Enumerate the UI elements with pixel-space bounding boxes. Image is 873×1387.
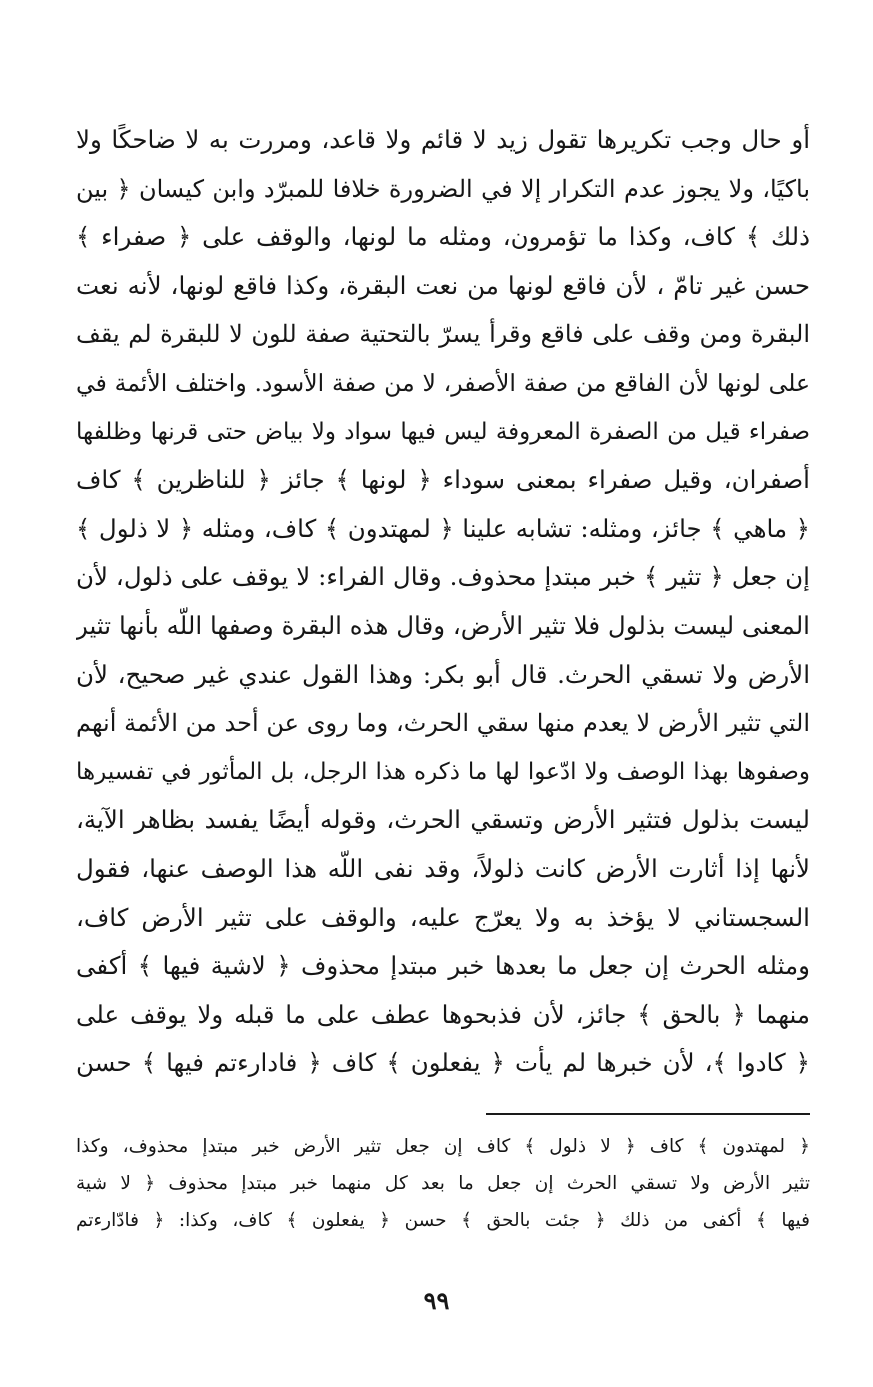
text-line: وصفوها بهذا الوصف ولا ادّعوا لها ما ذكره هذا الرجل، بل المأثور في تفسيرها [76, 758, 810, 785]
text-line: أصفران، وقيل صفراء بمعنى سوداء ﴿ لونها ﴾ جائز ﴿ للناظرين ﴾ كاف [76, 465, 810, 495]
main-text [76, 116, 810, 1088]
page-number: ٩٩ [423, 1286, 450, 1315]
text-line: المعنى ليست بذلول فلا تثير الأرض، وقال هذه البقرة وصفها اللّه بأنها تثير [76, 610, 810, 640]
text-line: الأرض ولا تسقي الحرث. قال أبو بكر: وهذا القول عندي غير صحيح، لأن [76, 659, 810, 689]
footnote-line: فيها ﴾ أكفى من ذلك ﴿ جئت بالحق ﴾ حسن ﴿ يفعلون ﴾ كاف، وكذا: ﴿ فادّارءتم [76, 1210, 810, 1231]
text-line: ﴿ كادوا ﴾، لأن خبرها لم يأت ﴿ يفعلون ﴾ كاف ﴿ فادارءتم فيها ﴾ حسن [76, 1048, 810, 1078]
text-line: ليست بذلول فتثير الأرض وتسقي الحرث، وقوله أيضًا يفسد بظاهر الآية، [76, 805, 810, 835]
text-line: ذلك ﴾ كاف، وكذا ما تؤمرون، ومثله ما لونها، والوقف على ﴿ صفراء ﴾ [76, 222, 810, 252]
text-line: البقرة ومن وقف على فاقع وقرأ يسرّ بالتحتية صفة للون لا للبقرة لم يقف [76, 320, 810, 349]
text-line: أو حال وجب تكريرها تقول زيد لا قائم ولا قاعد، ومررت به لا ضاحكًا ولا [76, 125, 810, 154]
footnotes [76, 1128, 810, 1239]
text-line: ومثله الحرث إن جعل ما بعدها خبر مبتدإ محذوف ﴿ لاشية فيها ﴾ أكفى [76, 951, 810, 981]
footnote-line: تثير الأرض ولا تسقي الحرث إن جعل ما بعد كل منهما خبر مبتدإ محذوف ﴿ لا شية [76, 1173, 810, 1194]
text-line: ﴿ ماهي ﴾ جائز، ومثله: تشابه علينا ﴿ لمهتدون ﴾ كاف، ومثله ﴿ لا ذلول ﴾ [76, 513, 810, 543]
text-line: حسن غير تامّ ، لأن فاقع لونها من نعت البقرة، وكذا فاقع لونها، لأنه نعت [76, 270, 810, 300]
text-line: منهما ﴿ بالحق ﴾ جائز، لأن فذبحوها عطف على ما قبله ولا يوقف على [76, 999, 810, 1029]
text-line: باكيًا، ولا يجوز عدم التكرار إلا في الضرورة خلافا للمبرّد وابن كيسان ﴿ بين [76, 174, 810, 203]
footnote-line: ﴿ لمهتدون ﴾ كاف ﴿ لا ذلول ﴾ كاف إن جعل تثير الأرض خبر مبتدإ محذوف، وكذا [76, 1136, 810, 1157]
text-line: التي تثير الأرض لا يعدم منها سقي الحرث، وما روى عن أحد من الأئمة أنهم [76, 709, 810, 738]
text-line: صفراء قيل من الصفرة المعروفة ليس فيها سواد ولا بياض حتى قرنها وظلفها [76, 418, 810, 445]
text-line: السجستاني لا يؤخذ به ولا يعرّج عليه، والوقف على تثير الأرض كاف، [76, 902, 810, 932]
text-line: على لونها لأن الفاقع من صفة الأصفر، لا من صفة الأسود. واختلف الأئمة في [76, 368, 810, 397]
footnote-separator [486, 1113, 810, 1115]
text-line: لأنها إذا أثارت الأرض كانت ذلولاً، وقد نفى اللّه هذا الوصف عنها، فقول [76, 853, 810, 883]
text-line: إن جعل ﴿ تثير ﴾ خبر مبتدإ محذوف. وقال الفراء: لا يوقف على ذلول، لأن [76, 562, 810, 592]
